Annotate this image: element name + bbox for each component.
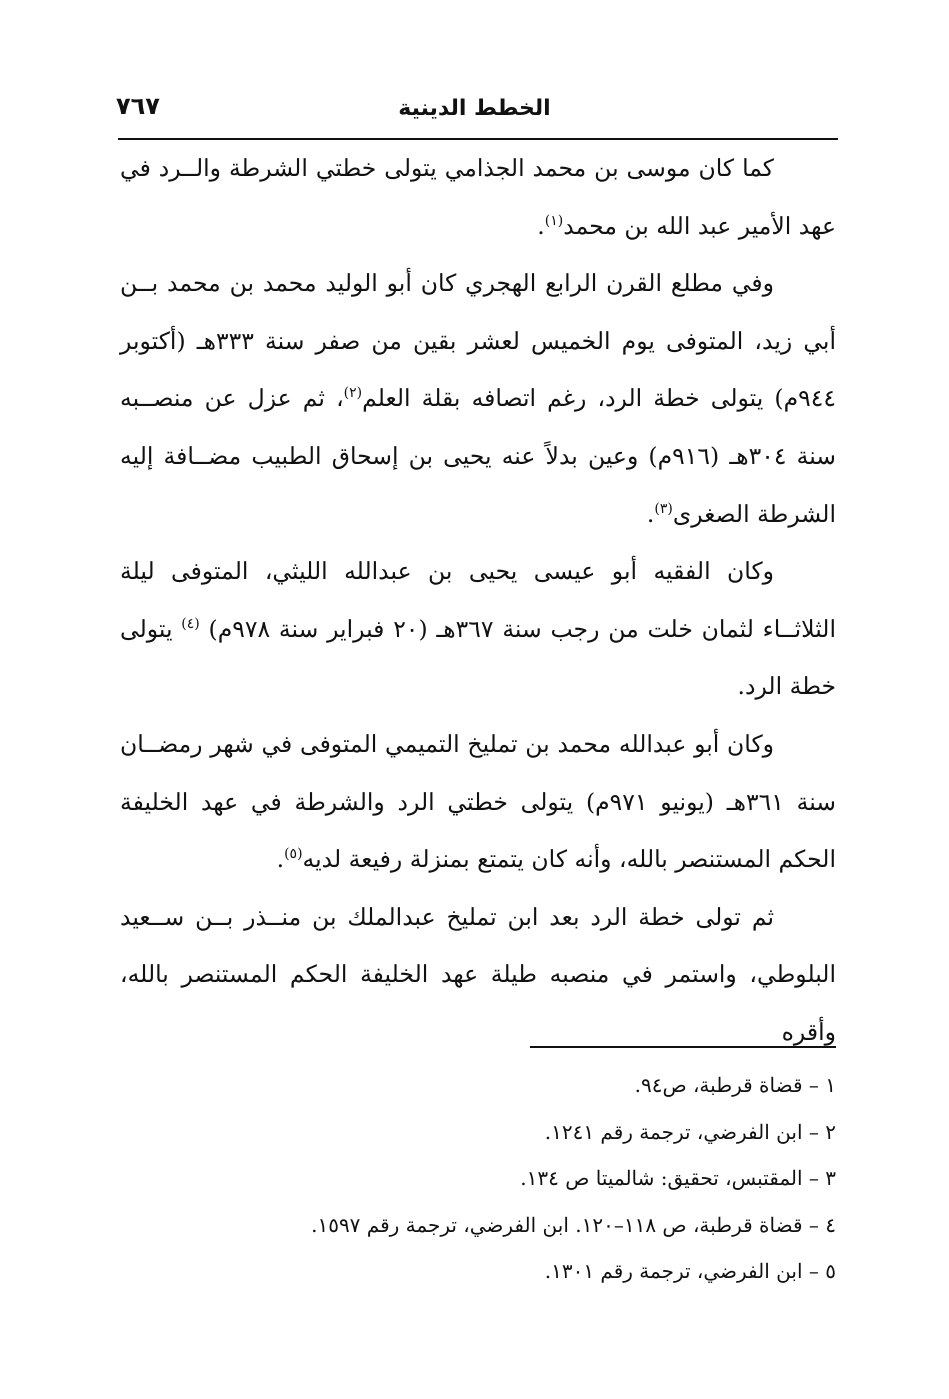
- footnote-4: ٤ – قضاة قرطبة، ص ١١٨–١٢٠. ابن الفرضي، ترجمة رقم ١٥٩٧.: [311, 1212, 836, 1237]
- paragraph-1: [120, 140, 836, 255]
- footnote-3: ٣ – المقتبس، تحقيق: شالميتا ص ١٣٤.: [520, 1166, 836, 1190]
- paragraph-text: وكان أبو عبدالله محمد بن تمليخ التميمي المتوفى في شهر رمضــان سنة ٣٦١هـ (يونيو ٩٧١م) يتولى خطتي الرد والشرطة في عهد الخليفة الحكم المستنصر بالله، وأنه كان يتمتع بمنزلة رفيعة لديه: [120, 729, 836, 874]
- footnote-ref-4[interactable]: (٤): [181, 615, 200, 632]
- paragraph-3: [120, 543, 836, 716]
- paragraph-2: [120, 255, 836, 543]
- paragraph-text: ثم تولى خطة الرد بعد ابن تمليخ عبدالملك بن منــذر بــن ســعيد البلوطي، واستمر في منصبه طيلة عهد الخليفة الحكم المستنصر بالله، وأقره: [120, 902, 836, 1046]
- paragraph-4: [120, 716, 836, 889]
- page-number: ٧٦٧: [116, 92, 160, 120]
- paragraph-text: يتولى خطة الرد.: [120, 614, 836, 701]
- footnote-1: ١ – قضاة قرطبة، ص٩٤.: [634, 1073, 836, 1097]
- footnote-ref-3[interactable]: (٣): [654, 500, 673, 517]
- footnote-ref-5[interactable]: (٥): [284, 846, 303, 863]
- footnote-rule: [530, 1046, 836, 1048]
- period: .: [276, 845, 285, 874]
- paragraph-text: ، ثم عزل عن منصــبه سنة ٣٠٤هـ (٩١٦م) وعين بدلاً عنه يحيى بن إسحاق الطبيب مضــافة إليه الشرطة الصغرى: [120, 384, 836, 528]
- period: .: [537, 211, 545, 240]
- footnote-ref-1[interactable]: (١): [544, 212, 564, 229]
- paragraph-text: كما كان موسى بن محمد الجذامي يتولى خطتي الشرطة والــرد في عهد الأمير عبد الله بن محمد: [120, 154, 836, 240]
- paragraph-text: وكان الفقيه أبو عيسى يحيى بن عبدالله الليثي، المتوفى ليلة الثلاثــاء لثمان خلت من رجب سنة ٣٦٧هـ (٢٠ فبراير سنة ٩٧٨م): [120, 557, 836, 643]
- body-text: [120, 140, 836, 1062]
- footnote-ref-2[interactable]: (٢): [343, 385, 363, 402]
- paragraph-text: وفي مطلع القرن الرابع الهجري كان أبو الوليد محمد بن محمد بــن أبي زيد، المتوفى يوم الخميس لعشر بقين من صفر سنة ٣٣٣هـ (أكتوبر ٩٤٤م) يتولى خطة الرد، رغم اتصافه بقلة العلم: [120, 269, 837, 413]
- period: .: [646, 499, 655, 528]
- footnote-2: ٢ – ابن الفرضي، ترجمة رقم ١٢٤١.: [544, 1119, 836, 1144]
- paragraph-5: [120, 889, 836, 1062]
- footnote-5: ٥ – ابن الفرضي، ترجمة رقم ١٣٠١.: [544, 1259, 836, 1283]
- footnotes: [120, 1062, 836, 1295]
- running-title: الخطط الدينية: [398, 96, 551, 121]
